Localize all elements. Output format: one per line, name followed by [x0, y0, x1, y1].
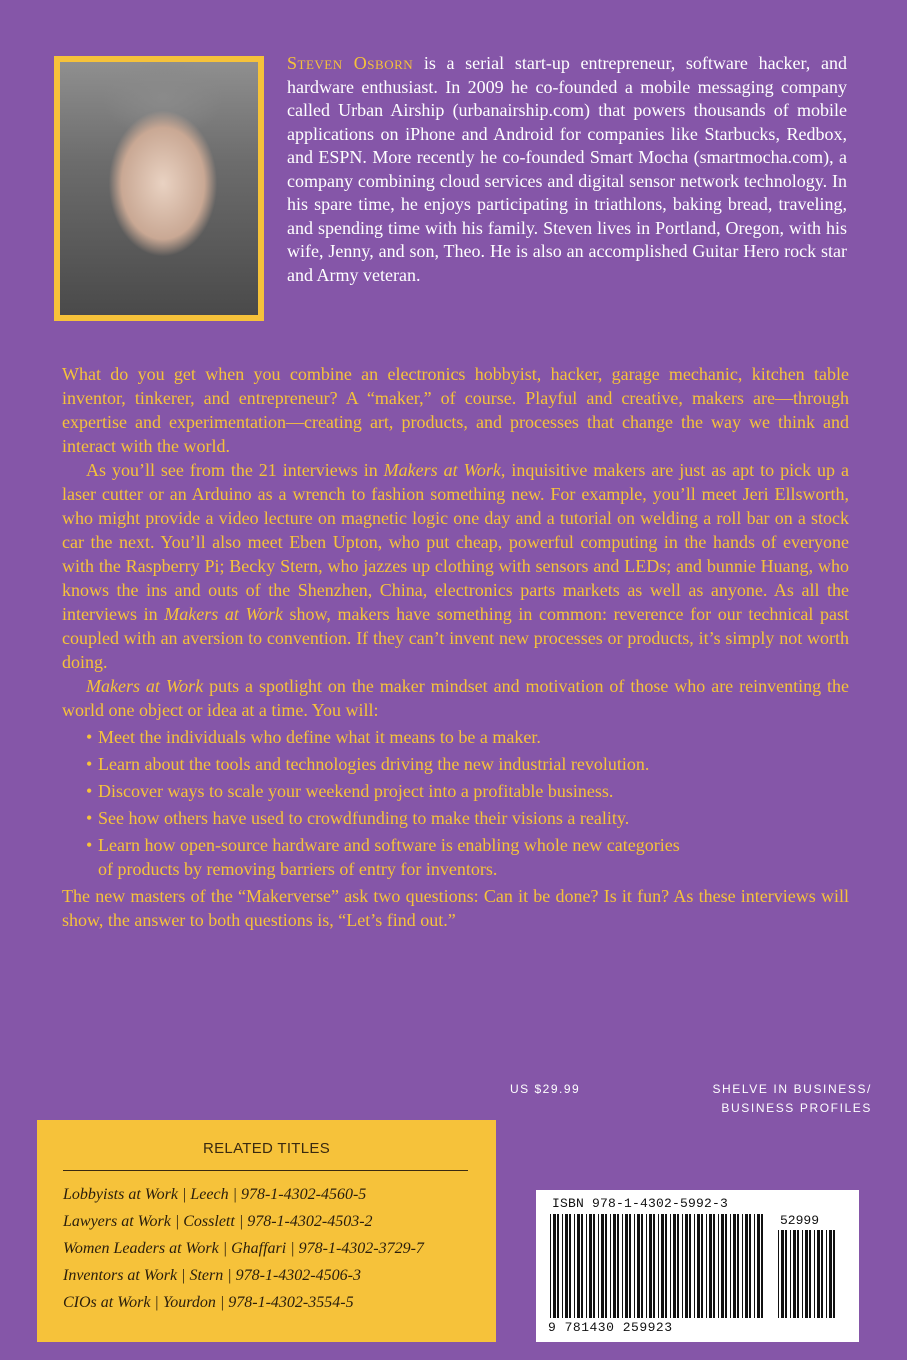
- book-description: [62, 362, 849, 932]
- benefits-list: [62, 725, 849, 881]
- list-item: [62, 806, 849, 830]
- description-paragraph-3: [62, 674, 849, 722]
- related-titles-heading: RELATED TITLES: [202, 1140, 330, 1157]
- divider: [63, 1170, 468, 1171]
- paragraph-2-text-a: As you’ll see from the 21 interviews in: [86, 460, 384, 480]
- list-item: [62, 725, 849, 749]
- list-item: [62, 779, 849, 803]
- bullet-icon: •: [86, 808, 93, 828]
- author-photo-frame: [54, 56, 264, 321]
- book-title-ref: Makers at Work: [164, 604, 283, 624]
- bullet-icon: •: [86, 727, 93, 747]
- addon-code: 52999: [780, 1213, 820, 1228]
- description-paragraph-4: The new masters of the “Makerverse” ask two questions: Can it be done? Is it fun? As these interviews will show, the answer to both questions is, “Let’s find out.”: [62, 886, 849, 930]
- author-bio-text: is a serial start-up entrepreneur, software hacker, and hardware enthusiast. In 2009 he co-founded a mobile messaging company called Urban Airship (urbanairship.com) that powers thousands of mobile applications on iPhone and Android for companies like Starbucks, Redbox, and ESPN. More recently he co-founded Smart Mocha (smartmocha.com), a company combining cloud services and digital sensor network technology. In his spare time, he enjoys participating in triathlons, baking bread, traveling, and spending time with his family. Steven lives in Portland, Oregon, with his wife, Jenny, and son, Theo. He is also an accomplished Guitar Hero rock star and Army veteran.: [287, 53, 847, 285]
- list-item: [62, 833, 849, 881]
- list-item-text: See how others have used to crowdfunding to make their visions a reality.: [98, 808, 630, 828]
- paragraph-3-text: puts a spotlight on the maker mindset and motivation of those who are reinventing the world one object or idea at a time. You will:: [62, 676, 850, 720]
- ean-barcode-bars: [548, 1214, 768, 1322]
- bullet-icon: •: [86, 781, 93, 801]
- description-paragraph-1: What do you get when you combine an electronics hobbyist, hacker, garage mechanic, kitchen table inventor, tinkerer, and entrepreneur? A “maker,” of course. Playful and creative, makers are—through expertise and experimentation—creating art, products, and processes that change the way we think and interact with the world.: [62, 364, 849, 456]
- list-item: Lawyers at Work | Cosslett | 978-1-4302-4503-2: [63, 1213, 373, 1230]
- related-titles-box: [37, 1120, 496, 1342]
- isbn-barcode: [536, 1190, 859, 1342]
- list-item-continuation: of products by removing barriers of entry for inventors.: [98, 859, 498, 879]
- author-bio: [287, 52, 847, 287]
- isbn-label: ISBN 978-1-4302-5992-3: [552, 1196, 729, 1211]
- author-photo: [60, 62, 258, 315]
- description-paragraph-2: [62, 458, 849, 674]
- bullet-icon: •: [86, 754, 93, 774]
- list-item: CIOs at Work | Yourdon | 978-1-4302-3554-5: [63, 1294, 354, 1311]
- author-name: Steven Osborn: [287, 53, 414, 73]
- book-title-ref: Makers at Work: [86, 676, 204, 696]
- list-item-text: Discover ways to scale your weekend project into a profitable business.: [98, 781, 614, 801]
- list-item-text: Learn how open-source hardware and software is enabling whole new categories: [98, 835, 680, 855]
- list-item: Lobbyists at Work | Leech | 978-1-4302-4560-5: [63, 1186, 367, 1203]
- paragraph-2-text-c: show, makers have something in common: reverence for our technical past coupled with an aversion to convention. If they can’t invent new processes or products, it’s simply not worth doing.: [62, 604, 850, 672]
- ean-number: 9 781430 259923: [548, 1320, 673, 1335]
- shelving-line-2: BUSINESS PROFILES: [721, 1101, 872, 1115]
- list-item: Women Leaders at Work | Ghaffari | 978-1-4302-3729-7: [63, 1240, 424, 1257]
- list-item-text: Learn about the tools and technologies driving the new industrial revolution.: [98, 754, 650, 774]
- list-item: [62, 752, 849, 776]
- shelving-line-1: SHELVE IN BUSINESS/: [712, 1082, 872, 1096]
- list-item-text: Meet the individuals who define what it means to be a maker.: [98, 727, 541, 747]
- list-item: Inventors at Work | Stern | 978-1-4302-4506-3: [63, 1267, 361, 1284]
- addon-barcode-bars: [776, 1230, 846, 1322]
- paragraph-2-text-b: , inquisitive makers are just as apt to pick up a laser cutter or an Arduino as a wrench to fashion something new. For example, you’ll meet Jeri Ellsworth, who might provide a video lecture on magnetic logic one day and a tutorial on welding a roll bar on a stock car the next. You’ll also meet Eben Upton, who put cheap, powerful computing in the hands of everyone with the Raspberry Pi; Becky Stern, who jazzes up clothing with sensors and LEDs; and bunnie Huang, who knows the ins and outs of the Shenzhen, China, electronics parts markets as well as anyone. As all the interviews in: [62, 460, 849, 624]
- price-label: US $29.99: [510, 1082, 581, 1096]
- related-titles-list: [63, 1181, 470, 1316]
- book-title-ref: Makers at Work: [383, 460, 501, 480]
- shelving-category: [650, 1080, 872, 1118]
- bullet-icon: •: [86, 835, 93, 855]
